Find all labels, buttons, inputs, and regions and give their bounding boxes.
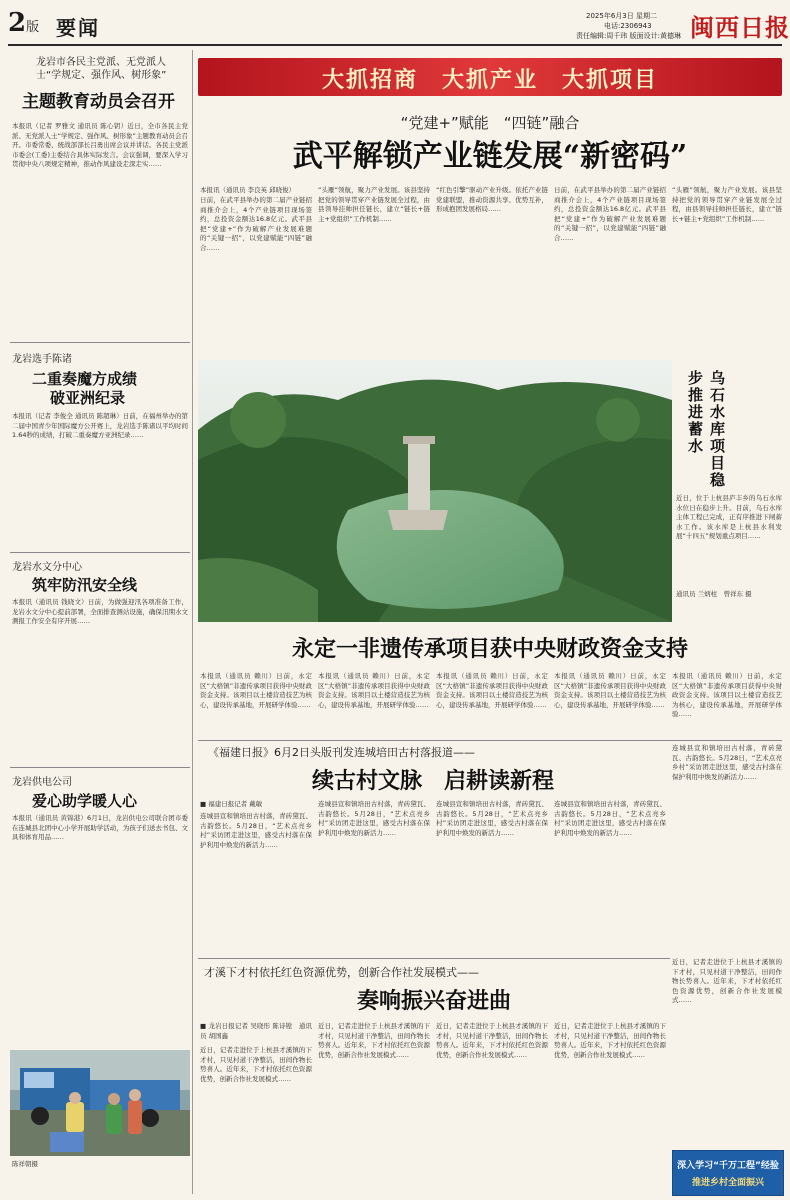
campaign-banner [198, 58, 782, 96]
newspaper-logo: 闽西日报 [690, 13, 790, 42]
page-number [8, 8, 39, 43]
reservoir-title [684, 370, 774, 490]
village-title: 续古村文脉 启耕读新程 [311, 768, 554, 794]
campaign-callout [672, 1150, 784, 1196]
callout-line2: 推进乡村全面振兴 [691, 1178, 764, 1188]
heritage-body-col2: 本报讯（通讯员 赖川）日前，永定区“大格镇”非遗传承项目获得中央财政资金支持。该项目以土楼营造技艺为核心，建设传承基地，开展研学体验…… [318, 672, 430, 709]
story1-kicker: 龙岩市各民主党派、无党派人士“学规定、强作风、树形象” [36, 57, 167, 81]
story2-title-line2: 破亚洲纪录 [50, 389, 126, 407]
masthead-phone: 电话:2306943 [604, 22, 652, 30]
heritage-body-col3: 本报讯（通讯员 赖川）日前，永定区“大格镇”非遗传承项目获得中央财政资金支持。该项目以土楼营造技艺为核心，建设传承基地，开展研学体验…… [436, 672, 548, 709]
revival-byline: ■ 龙岩日报记者 吴晓彤 陈诗镗 通讯员 胡国鑫 [200, 1022, 312, 1040]
left-divider-1 [10, 342, 190, 343]
main-body-col1: 日前，在武平县举办的第二届产业链招商推介会上，4个产业链项目现场签约，总投资金额达16.8亿元。武平县把“党建+”作为破解产业发展难题的“关键一招”，以党建赋能“四链”融合…… [200, 196, 312, 252]
heritage-divider [198, 740, 782, 741]
truck-photo-illustration [10, 1050, 190, 1156]
left-divider-3 [10, 767, 190, 768]
village-kicker: 《福建日报》6月2日头版刊发连城培田古村落报道—— [208, 746, 475, 759]
main-body-col5: “头雁”领航，聚力产业发展。该县坚持把党的领导贯穿产业链发展全过程，由县领导挂帅担任链长，建立“链长+链主+党组织”工作机制…… [672, 186, 782, 223]
revival-body-col5: 近日，记者走进位于上杭县才溪镇的下才村，只见村道干净整洁，田间作物长势喜人。近年来，下才村依托红色资源优势，创新合作社发展模式…… [672, 958, 782, 1005]
main-kicker: “党建+”赋能 “四链”融合 [400, 114, 580, 132]
story4-kicker: 龙岩供电公司 [12, 777, 72, 788]
callout-line1: 深入学习“千万工程”经验 [677, 1161, 779, 1171]
masthead-rule [8, 44, 782, 46]
main-body-col3: “红色引擎”驱动产业升级。依托产业链党建联盟，推动资源共享、优势互补，形成抱团发展格局…… [436, 186, 548, 214]
story2-kicker: 龙岩选手陈诸 [12, 354, 72, 365]
village-body-col1: 连城县宣和镇培田古村落，青砖黛瓦、古韵悠长。5月28日，“艺术点亮乡村”采访团走进这里，感受古村落在保护利用中焕发的新活力…… [200, 812, 312, 849]
story4-title: 爱心助学暖人心 [32, 792, 138, 810]
section-name: 要闻 [56, 16, 100, 40]
revival-body-col2: 近日，记者走进位于上杭县才溪镇的下才村，只见村道干净整洁，田间作物长势喜人。近年来，下才村依托红色资源优势，创新合作社发展模式…… [318, 1022, 430, 1059]
heritage-body-col4: 本报讯（通讯员 赖川）日前，永定区“大格镇”非遗传承项目获得中央财政资金支持。该项目以土楼营造技艺为核心，建设传承基地，开展研学体验…… [554, 672, 666, 709]
village-body-col5: 连城县宣和镇培田古村落，青砖黛瓦、古韵悠长。5月28日，“艺术点亮乡村”采访团走进这里，感受古村落在保护利用中焕发的新活力…… [672, 744, 782, 781]
village-body-col4: 连城县宣和镇培田古村落，青砖黛瓦、古韵悠长。5月28日，“艺术点亮乡村”采访团走进这里，感受古村落在保护利用中焕发的新活力…… [554, 800, 666, 837]
reservoir-body: 近日，位于上杭县庐丰乡的乌石水库水位日在稳步上升。目前，乌石水库主体工程已完成，正有序推进下闸蓄水工作。该水库是上杭县水利发展“十四五”规划重点项目…… [676, 494, 782, 541]
heritage-body-col5: 本报讯（通讯员 赖川）日前，永定区“大格镇”非遗传承项目获得中央财政资金支持。该项目以土楼营造技艺为核心，建设传承基地，开展研学体验…… [672, 672, 782, 719]
main-byline: 本报讯（通讯员 李良英 邱晓俊） [200, 186, 296, 194]
village-body-col3: 连城县宣和镇培田古村落，青砖黛瓦、古韵悠长。5月28日，“艺术点亮乡村”采访团走进这里，感受古村落在保护利用中焕发的新活力…… [436, 800, 548, 837]
story4-photo-caption: 陈祥朝摄 [12, 1160, 38, 1168]
main-body-col2: “头雁”领航，聚力产业发展。该县坚持把党的领导贯穿产业链发展全过程，由县领导挂帅担任链长，建立“链长+链主+党组织”工作机制…… [318, 186, 430, 223]
story4-body: 本报讯（通讯员 黄锦港）6月1日，龙岩供电公司联合团市委在连城县北团中心小学开展助学活动，为孩子们送去书包、文具和体育用品…… [12, 814, 188, 842]
campaign-banner-text: 大抓招商 大抓产业 大抓项目 [321, 67, 658, 93]
main-title: 武平解锁产业链发展“新密码” [292, 139, 688, 174]
column-divider [192, 50, 193, 1194]
story2-title-line1: 二重奏魔方成绩 [32, 370, 138, 388]
story4-photo [10, 1050, 190, 1156]
story3-title: 筑牢防汛安全线 [32, 576, 138, 594]
story1-title: 主题教育动员会召开 [22, 92, 175, 112]
revival-body-col1: 近日，记者走进位于上杭县才溪镇的下才村，只见村道干净整洁，田间作物长势喜人。近年来，下才村依托红色资源优势，创新合作社发展模式…… [200, 1046, 312, 1083]
page-number-digit: 2 [8, 8, 27, 38]
revival-body-col3: 近日，记者走进位于上杭县才溪镇的下才村，只见村道干净整洁，田间作物长势喜人。近年来，下才村依托红色资源优势，创新合作社发展模式…… [436, 1022, 548, 1059]
story1-body: 本报讯（记者 罗雅文 通讯员 陈心钥）近日，全市各民主党派、无党派人士“学规定、强作风、树形象”主题教育动员会召开。市委常委、统战部部长吕勇出席会议并讲话。各民主党派市委会(工委)主委结合具体实际发言。会议强调，要深入学习贯彻中央八项规定精神，推动作风建设走深走实…… [12, 122, 188, 169]
heritage-body-col1: 本报讯（通讯员 赖川）日前，永定区“大格镇”非遗传承项目获得中央财政资金支持。该项目以土楼营造技艺为核心，建设传承基地，开展研学体验…… [200, 672, 312, 709]
story2-body: 本报讯（记者 李俊全 通讯员 陈超琳）日前，在福州举办的第二届中国青少年国际魔方公开赛上，龙岩选手陈诸以平均时间1.64秒的成绩，打破二重奏魔方亚洲纪录…… [12, 412, 188, 440]
village-byline: ■ 福建日报记者 戴敏 [200, 800, 263, 808]
revival-title: 奏响振兴奋进曲 [356, 988, 511, 1014]
reservoir-title-text: 乌石水库项目稳步推进蓄水 [686, 370, 726, 489]
story3-body: 本报讯（通讯员 钱晓文）日前，为做强迎汛各项准备工作，龙岩水文分中心提前部署，全面排查测站设施，确保汛期水文测报工作安全有序开展…… [12, 598, 188, 626]
village-divider [198, 958, 670, 959]
revival-kicker: 才溪下才村依托红色资源优势，创新合作社发展模式—— [204, 966, 479, 979]
reservoir-illustration [198, 360, 672, 622]
page-number-unit: 版 [26, 20, 40, 35]
heritage-title: 永定一非遗传承项目获中央财政资金支持 [291, 636, 688, 662]
village-body-col2: 连城县宣和镇培田古村落，青砖黛瓦、古韵悠长。5月28日，“艺术点亮乡村”采访团走进这里，感受古村落在保护利用中焕发的新活力…… [318, 800, 430, 837]
masthead-date: 2025年6月3日 星期二 [586, 12, 657, 20]
left-divider-2 [10, 552, 190, 553]
reservoir-credit: 通讯员 兰炳柱 曾祥东 摄 [676, 590, 752, 598]
reservoir-photo [198, 360, 672, 622]
main-body-col4: 日前，在武平县举办的第二届产业链招商推介会上，4个产业链项目现场签约，总投资金额达16.8亿元。武平县把“党建+”作为破解产业发展难题的“关键一招”，以党建赋能“四链”融合…… [554, 186, 666, 242]
masthead-editors: 责任编辑:周千玮 版面设计:黄德琳 [576, 32, 681, 40]
story3-kicker: 龙岩水文分中心 [12, 562, 82, 573]
revival-body-col4: 近日，记者走进位于上杭县才溪镇的下才村，只见村道干净整洁，田间作物长势喜人。近年来，下才村依托红色资源优势，创新合作社发展模式…… [554, 1022, 666, 1059]
